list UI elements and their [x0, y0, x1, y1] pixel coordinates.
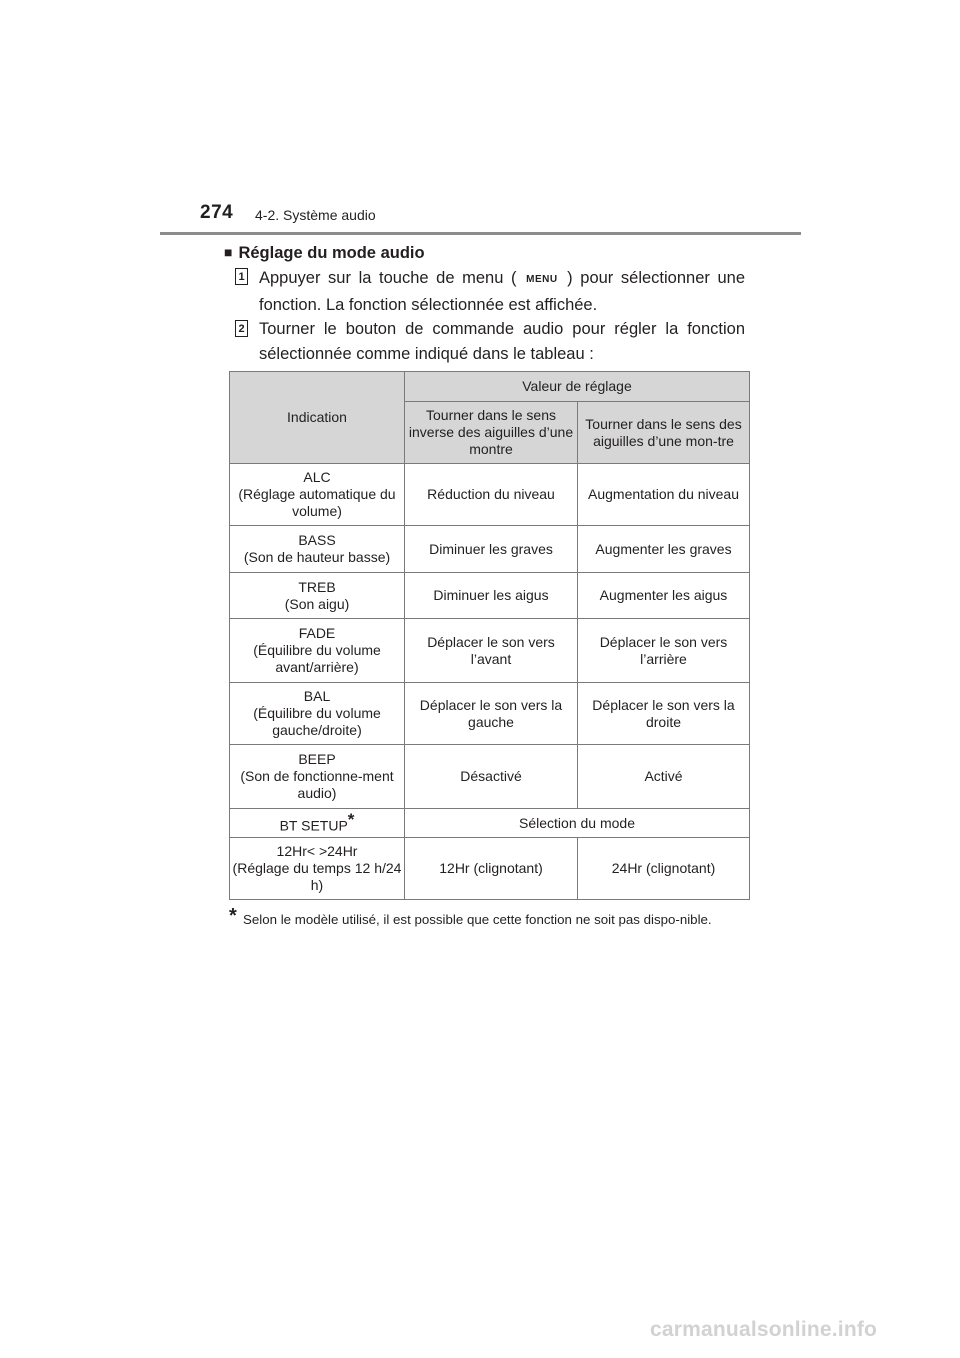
step-1-text-before: Appuyer sur la touche de menu ( [259, 269, 517, 287]
step-1-text [259, 266, 745, 318]
row-bass-cw: Augmenter les graves [578, 526, 750, 573]
row-treb-ccw: Diminuer les aigus [405, 573, 578, 619]
watermark: carmanualsonline.info [650, 1318, 878, 1341]
row-alc-cw: Augmentation du niveau [578, 464, 750, 526]
row-fade-indication: FADE (Équilibre du volume avant/arrière) [230, 619, 405, 683]
row-clock-ccw: 12Hr (clignotant) [405, 838, 578, 900]
header-cw: Tourner dans le sens des aiguilles d’une mon-tre [578, 402, 750, 464]
row-bass-ccw: Diminuer les graves [405, 526, 578, 573]
section-heading [224, 244, 425, 263]
header-divider [160, 232, 801, 235]
menu-button-icon: MENU [526, 274, 558, 285]
row-bal-cw: Déplacer le son vers la droite [578, 683, 750, 745]
step-1-line-1 [259, 266, 745, 293]
step-1-badge: 1 [235, 268, 248, 285]
step-2-badge: 2 [235, 320, 248, 337]
header-ccw: Tourner dans le sens inverse des aiguilles d’une montre [405, 402, 578, 464]
footnote [229, 905, 750, 929]
row-bal-ccw: Déplacer le son vers la gauche [405, 683, 578, 745]
row-bt-setup-value: Sélection du mode [405, 809, 750, 838]
row-treb-indication: TREB (Son aigu) [230, 573, 405, 619]
step-1-line-2: fonction. La fonction sélectionnée est affichée. [259, 296, 598, 314]
row-bt-setup-indication [230, 809, 405, 838]
row-alc-indication: ALC (Réglage automatique du volume) [230, 464, 405, 526]
asterisk-icon: * [347, 810, 355, 830]
row-alc-ccw: Réduction du niveau [405, 464, 578, 526]
asterisk-icon: * [229, 905, 237, 927]
step-2-line-2: sélectionnée comme indiqué dans le tableau : [259, 345, 594, 363]
header-indication: Indication [230, 372, 405, 464]
header-valeur: Valeur de réglage [405, 372, 750, 402]
row-bass-indication: BASS (Son de hauteur basse) [230, 526, 405, 573]
footnote-text: Selon le modèle utilisé, il est possible que cette fonction ne soit pas dispo-nible. [243, 912, 712, 927]
row-clock-cw: 24Hr (clignotant) [578, 838, 750, 900]
section-title: Réglage du mode audio [238, 244, 425, 262]
row-fade-ccw: Déplacer le son vers l’avant [405, 619, 578, 683]
step-1-text-after: ) pour sélectionner une [567, 269, 745, 287]
row-treb-cw: Augmenter les aigus [578, 573, 750, 619]
row-bal-indication: BAL (Équilibre du volume gauche/droite) [230, 683, 405, 745]
chapter-title: 4-2. Système audio [255, 207, 376, 223]
row-clock-indication: 12Hr< >24Hr (Réglage du temps 12 h/24 h) [230, 838, 405, 900]
row-beep-ccw: Désactivé [405, 745, 578, 809]
audio-settings-table [229, 371, 750, 900]
row-beep-indication: BEEP (Son de fonctionne-ment audio) [230, 745, 405, 809]
step-2-line-1: Tourner le bouton de commande audio pour régler la fonction [259, 320, 745, 338]
step-2-text [259, 317, 745, 367]
square-bullet-icon: ■ [224, 244, 233, 260]
page-number: 274 [200, 202, 234, 223]
row-beep-cw: Activé [578, 745, 750, 809]
row-fade-cw: Déplacer le son vers l’arrière [578, 619, 750, 683]
bt-setup-label: BT SETUP [279, 817, 348, 834]
